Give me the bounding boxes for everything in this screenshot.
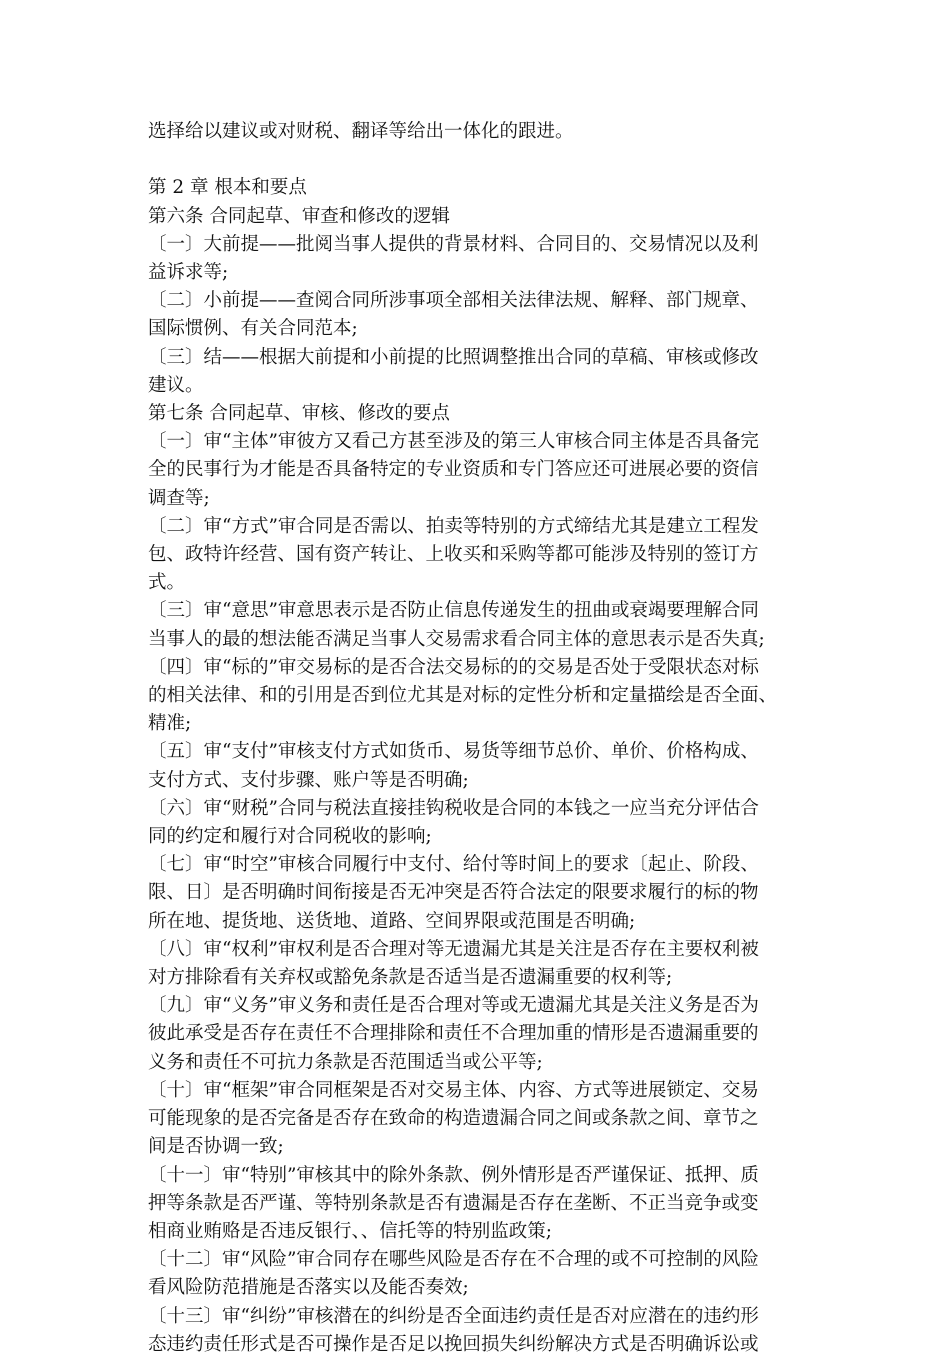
text-line: 〔八〕审“权利”审权利是否合理对等无遗漏尤其是关注是否存在主要权利被 (148, 938, 759, 960)
text-line: 对方排除看有关弃权或豁免条款是否适当是否遗漏重要的权利等; (148, 967, 673, 989)
text-line: 选择给以建议或对财税、翻译等给出一体化的跟进。 (148, 121, 574, 142)
text-line: 〔三〕审“意思”审意思表示是否防止信息传递发生的扭曲或衰竭要理解合同 (148, 600, 759, 622)
text-line: 〔十二〕审“风险”审合同存在哪些风险是否存在不合理的或不可控制的风险 (148, 1249, 759, 1271)
text-line: 同的约定和履行对合同税收的影响; (148, 826, 432, 848)
text-line: 看风险防范措施是否落实以及能否奏效; (148, 1277, 469, 1299)
text-line: 的相关法律、和的引用是否到位尤其是对标的定性分析和定量描绘是否全面、 (148, 685, 778, 707)
text-line: 建议。 (148, 374, 204, 396)
text-line: 益诉求等; (148, 262, 229, 283)
text-line: 〔三〕结——根据大前提和小前提的比照调整推出合同的草稿、审核或修改 (148, 346, 759, 368)
text-line: 〔二〕审“方式”审合同是否需以、拍卖等特别的方式缔结尤其是建立工程发 (148, 515, 759, 537)
text-line: 义务和责任不可抗力条款是否范围适当或公平等; (148, 1051, 543, 1073)
article-heading: 第七条 合同起草、审核、修改的要点 (148, 403, 450, 425)
chapter-heading: 第 2 章 根本和要点 (148, 177, 307, 199)
text-line: 精准; (148, 713, 192, 735)
text-line: 式。 (148, 572, 186, 594)
text-line: 〔四〕审“标的”审交易标的是否合法交易标的的交易是否处于受限状态对标 (148, 656, 759, 678)
text-line: 〔十〕审“框架”审合同框架是否对交易主体、内容、方式等进展锁定、交易 (148, 1079, 759, 1101)
text-line: 支付方式、支付步骤、账户等是否明确; (148, 769, 469, 791)
text-line: 〔七〕审“时空”审核合同履行中支付、给付等时间上的要求〔起止、阶段、 (148, 854, 759, 876)
text-line: 〔九〕审“义务”审义务和责任是否合理对等或无遗漏尤其是关注义务是否为 (148, 995, 759, 1017)
text-line: 所在地、提货地、送货地、道路、空间界限或范围是否明确; (148, 910, 636, 932)
text-line: 押等条款是否严谨、等特别条款是否有遗漏是否存在垄断、不正当竞争或变 (148, 1192, 759, 1214)
text-line: 限、日〕是否明确时间衔接是否无冲突是否符合法定的限要求履行的标的物 (148, 882, 759, 904)
text-line: 国际惯例、有关合同范本; (148, 318, 358, 340)
text-line: 〔十三〕审“纠纷”审核潜在的纠纷是否全面违约责任是否对应潜在的违约形 (148, 1305, 759, 1327)
text-line: 〔二〕小前提——查阅合同所涉事项全部相关法律法规、解释、部门规章、 (148, 290, 759, 312)
text-line: 〔一〕大前提——批阅当事人提供的背景材料、合同目的、交易情况以及利 (148, 233, 759, 255)
text-line: 〔十一〕审“特别”审核其中的除外条款、例外情形是否严谨保证、抵押、质 (148, 1164, 759, 1186)
blank-line (148, 146, 798, 174)
text-line: 〔一〕审“主体”审彼方又看己方甚至涉及的第三人审核合同主体是否具备完 (148, 431, 759, 453)
text-line: 〔六〕审“财税”合同与税法直接挂钩税收是合同的本钱之一应当充分评估合 (148, 797, 759, 819)
article-heading: 第六条 合同起草、审查和修改的逻辑 (148, 205, 450, 227)
text-line: 调查等; (148, 487, 210, 509)
text-line: 相商业贿赂是否违反银行、、信托等的特别监政策; (148, 1220, 552, 1242)
document-page (148, 118, 798, 1359)
text-line: 全的民事行为才能是否具备特定的专业资质和专门答应还可进展必要的资信 (148, 459, 759, 481)
text-line: 当事人的最的想法能否满足当事人交易需求看合同主体的意思表示是否失真; (148, 628, 765, 650)
text-line: 包、政特许经营、国有资产转让、上收买和采购等都可能涉及特别的签订方 (148, 544, 759, 566)
text-line: 彼此承受是否存在责任不合理排除和责任不合理加重的情形是否遗漏重要的 (148, 1023, 759, 1045)
text-line: 间是否协调一致; (148, 1136, 284, 1158)
text-line: 态违约责任形式是否可操作是否足以挽回损失纠纷解决方式是否明确诉讼或 (148, 1333, 759, 1355)
text-line: 〔五〕审“支付”审核支付方式如货币、易货等细节总价、单价、价格构成、 (148, 741, 759, 763)
text-line: 可能现象的是否完备是否存在致命的构造遗漏合同之间或条款之间、章节之 (148, 1108, 759, 1130)
